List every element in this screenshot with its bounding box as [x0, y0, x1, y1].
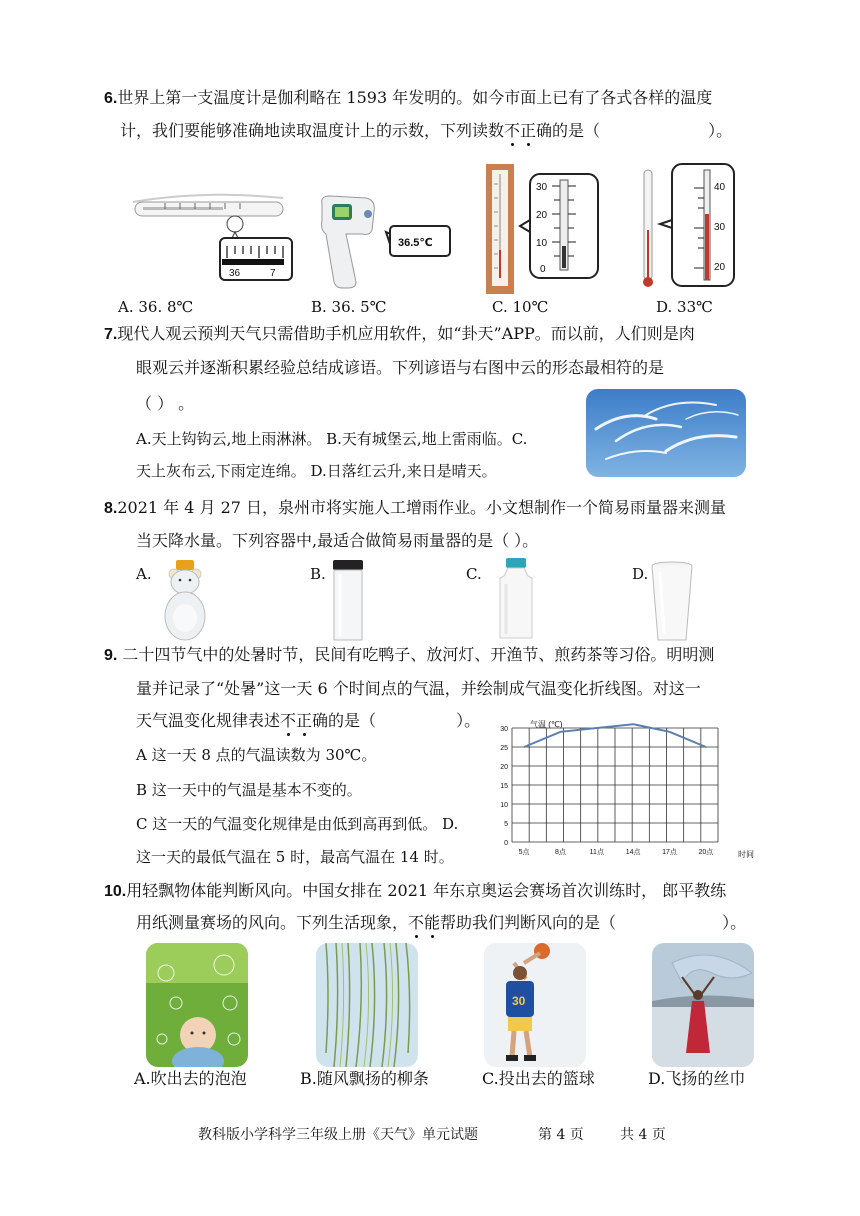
- infrared-reading: 36.5℃: [398, 237, 433, 249]
- footer-total: 共 4 页: [620, 1127, 666, 1143]
- data-point: [669, 731, 671, 733]
- q6-option-d[interactable]: D. 33℃: [656, 298, 713, 316]
- y-tick-label: 5: [504, 821, 508, 828]
- q9-option-a[interactable]: A 这一天 8 点的气温读数为 30℃。: [136, 746, 377, 764]
- q6-text-1: 世界上第一支温度计是伽利略在 1593 年发明的。如今市面上已有了各式各样的温度: [117, 88, 713, 107]
- q8-option-b[interactable]: B.: [310, 565, 326, 583]
- q8-line2: 当天降水量。下列容器中,最适合做简易雨量器的是（ ）。: [136, 531, 539, 550]
- y-tick-label: 20: [500, 764, 508, 771]
- plastic-bottle-image: [494, 556, 538, 642]
- y-tick-label: 0: [504, 840, 508, 847]
- y-tick-label: 30: [500, 726, 508, 733]
- q10-line1: [104, 881, 726, 902]
- q6-line1: [104, 88, 712, 109]
- x-tick-label: 11点: [589, 849, 604, 856]
- q10-option-a[interactable]: A.吹出去的泡泡: [134, 1069, 247, 1088]
- emphasis-char: 不: [280, 711, 297, 730]
- infrared-thermometer-image: [316, 190, 466, 290]
- q6-number: 6.: [104, 90, 118, 107]
- q8-option-a[interactable]: A.: [136, 565, 152, 583]
- q6-option-b[interactable]: B. 36. 5℃: [311, 298, 387, 316]
- y-tick-label: 15: [500, 783, 508, 790]
- q8-text-1: 2021 年 4 月 27 日，泉州市将实施人工增雨作业。小文想制作一个简易雨量器来测量: [117, 498, 727, 517]
- q8-line1: [104, 498, 726, 519]
- q9-line3: [136, 711, 480, 731]
- q10-option-c[interactable]: C.投出去的篮球: [482, 1069, 595, 1088]
- y-tick-label: 25: [500, 745, 508, 752]
- q9-text-3a: 天气温变化规律表述: [136, 711, 281, 730]
- q10-text-2b: 帮助我们判断风向的是（: [440, 913, 617, 932]
- bear-honey-bottle-image: [160, 558, 210, 642]
- q10-option-d[interactable]: D.飞扬的丝巾: [648, 1069, 746, 1088]
- scale-label: 30: [714, 222, 726, 233]
- bubbles-photo: [146, 943, 248, 1067]
- q6-text-2a: 计，我们要能够准确地读取温度计上的示数，下列读数: [120, 121, 505, 140]
- q10-text-2a: 用纸测量赛场的风向。下列生活现象，: [136, 913, 409, 932]
- wall-thermometer-image: [484, 160, 604, 295]
- q9-option-d[interactable]: 这一天的最低气温在 5 时，最高气温在 14 时。: [136, 848, 454, 866]
- data-point: [523, 746, 525, 748]
- thermometer-reading-7: 7: [270, 268, 276, 279]
- q10-text-1: 用轻飘物体能判断风向。中国女排在 2021 年东京奥运会赛场首次训练时， 郎平教练: [126, 881, 727, 900]
- scale-label: 40: [714, 182, 726, 193]
- q10-text-2c: ）。: [722, 913, 747, 932]
- jersey-number: 30: [512, 994, 526, 1008]
- emphasis-char: 不: [504, 121, 521, 140]
- basketball-photo: [484, 943, 586, 1067]
- q9-text-3b: 确的是（: [312, 711, 377, 730]
- y-tick-label: 10: [500, 802, 508, 809]
- scale-label: 20: [536, 210, 548, 221]
- glass-thermometer-image: [638, 160, 738, 295]
- willow-photo: [316, 943, 418, 1067]
- footer-title: 教科版小学科学三年级上册《天气》单元试题: [198, 1127, 478, 1143]
- scale-label: 30: [536, 182, 548, 193]
- q6-text-2b: 确的是（: [536, 121, 601, 140]
- footer-page: 第 4 页: [538, 1127, 584, 1143]
- q9-line2: 量并记录了“处暑”这一天 6 个时间点的气温，并绘制成气温变化折线图。对这一: [136, 679, 701, 698]
- emphasis-char: 能: [424, 913, 441, 932]
- temperature-line-chart: [490, 716, 762, 864]
- scale-label: 0: [540, 264, 546, 275]
- x-tick-label: 20点: [698, 849, 714, 856]
- q7-line5: 天上灰布云,下雨定连绵。 D.日落红云升,来日是晴天。: [136, 462, 497, 480]
- q10-option-b[interactable]: B.随风飘扬的柳条: [300, 1069, 429, 1088]
- data-point: [560, 731, 562, 733]
- tall-cylinder-jar-image: [330, 558, 366, 642]
- q7-text-1: 现代人观云预判天气只需借助手机应用软件，如“卦天”APP。而以前，人们则是肉: [117, 324, 695, 343]
- scale-label: 10: [536, 238, 548, 249]
- q9-line1: [104, 645, 714, 666]
- q8-option-c[interactable]: C.: [466, 565, 482, 583]
- q9-text-3c: ）。: [456, 711, 481, 730]
- q6-line2: [120, 121, 732, 141]
- q7-line3: （ ） 。: [136, 394, 195, 413]
- tapered-cup-image: [650, 560, 694, 642]
- q9-option-c[interactable]: C 这一天的气温变化规律是由低到高再到低。 D.: [136, 815, 459, 833]
- x-tick-label: 14点: [625, 849, 641, 856]
- q9-option-b[interactable]: B 这一天中的气温是基本不变的。: [136, 781, 362, 799]
- data-point: [705, 746, 707, 748]
- thermometer-reading-36: 36: [229, 268, 241, 279]
- cirrus-cloud-image: [586, 389, 746, 477]
- q10-number: 10.: [104, 883, 127, 900]
- emphasis-char: 正: [296, 711, 313, 730]
- q7-number: 7.: [104, 326, 118, 343]
- q6-option-c[interactable]: C. 10℃: [492, 298, 549, 316]
- x-tick-label: 5点: [518, 849, 530, 856]
- q7-line1: [104, 324, 695, 345]
- chart-title: 气温 (℃): [530, 720, 563, 729]
- x-tick-label: 17点: [662, 849, 677, 856]
- x-tick-label: 8点: [555, 849, 566, 856]
- q7-line4: A.天上钩钩云,地上雨淋淋。 B.天有城堡云,地上雷雨临。C.: [136, 430, 528, 448]
- chart-x-axis-label: 时间: [738, 850, 754, 859]
- q10-line2: [136, 913, 746, 933]
- q6-option-a[interactable]: A. 36. 8℃: [118, 298, 194, 316]
- q6-text-2c: ）。: [708, 121, 733, 140]
- data-point: [596, 727, 598, 729]
- q7-line2: 眼观云并逐渐积累经验总结成谚语。下列谚语与右图中云的形态最相符的是: [136, 358, 665, 377]
- q8-option-d[interactable]: D.: [632, 565, 649, 583]
- q9-number: 9.: [104, 647, 118, 664]
- q8-number: 8.: [104, 500, 118, 517]
- q9-text-1: 二十四节气中的处暑时节，民间有吃鸭子、放河灯、开渔节、煎药茶等习俗。明明测: [117, 645, 715, 664]
- data-point: [632, 723, 634, 725]
- emphasis-char: 正: [520, 121, 537, 140]
- scale-label: 20: [714, 262, 726, 273]
- emphasis-char: 不: [408, 913, 425, 932]
- clinical-thermometer-image: [125, 180, 295, 290]
- scarf-photo: [652, 943, 754, 1067]
